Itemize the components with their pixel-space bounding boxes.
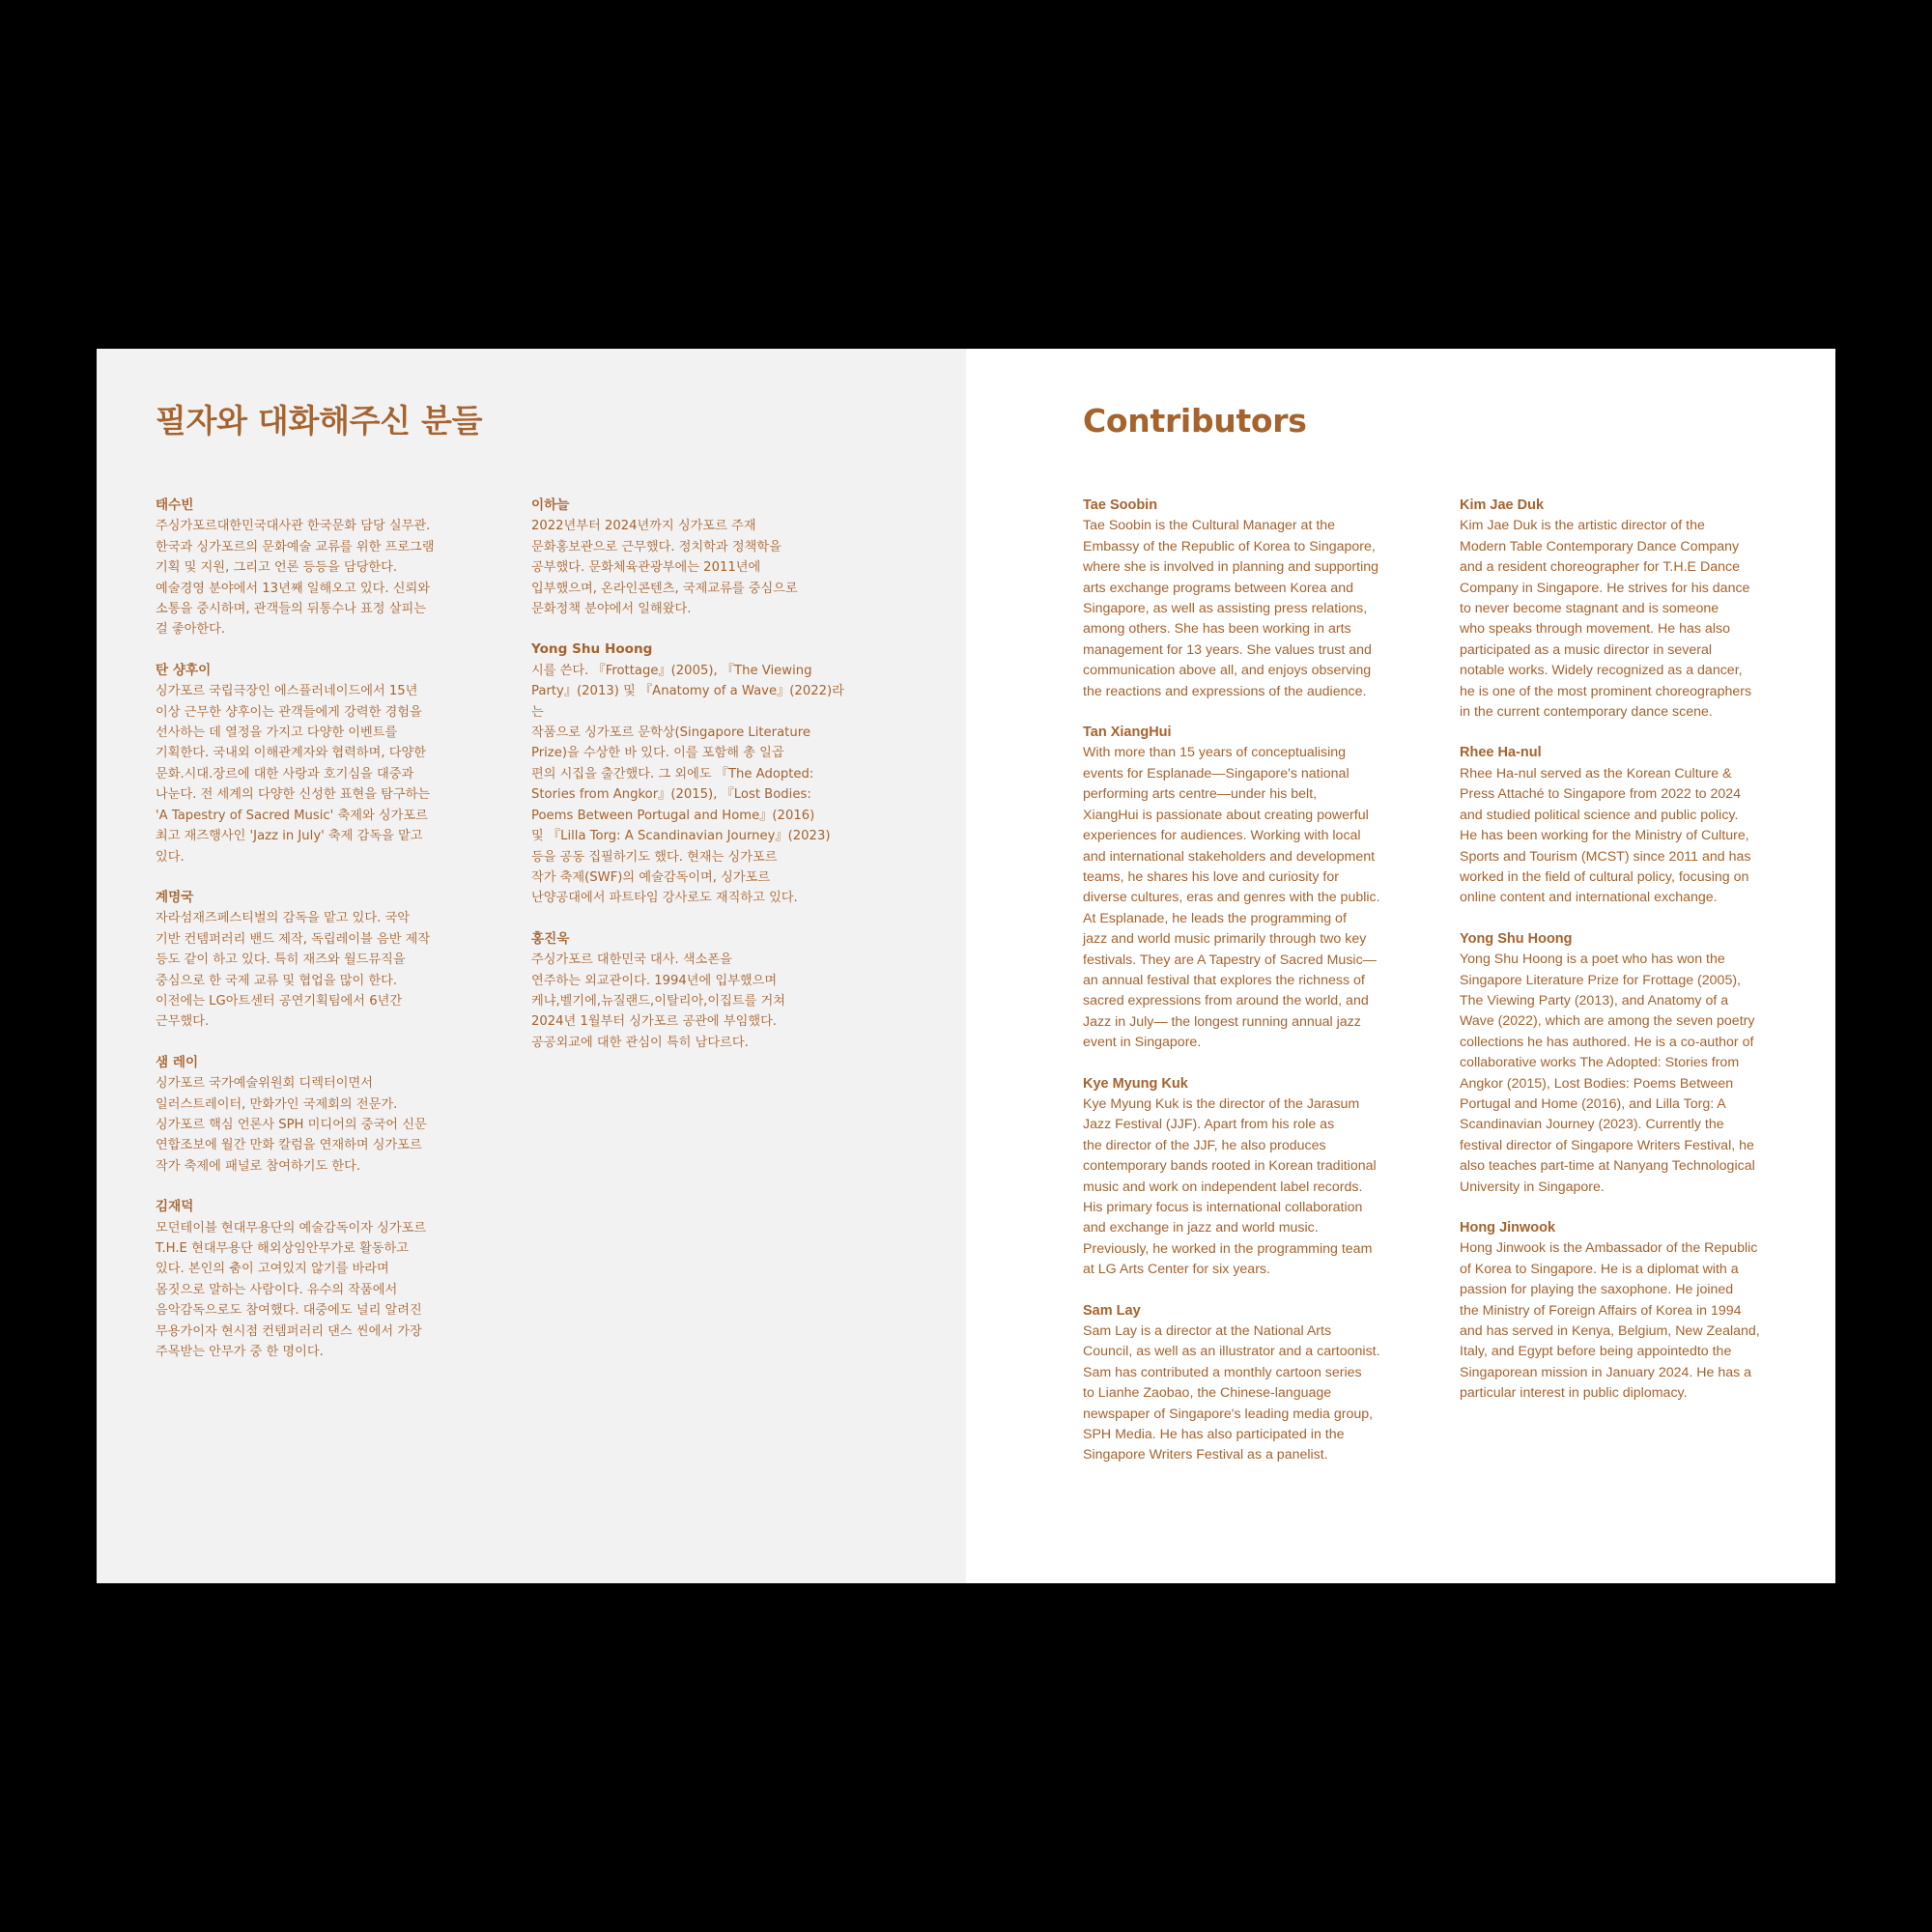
contributor-bio: Sam Lay is a director at the National Arts Council, as well as an illustrator and a cartoonist. Sam has contributed a monthly cartoon series to Lianhe Zaobao, the Chinese-language newspaper of Singapore's leading media group, SPH Media. He has also participated in the Singapore Writers Festival as a panelist. xyxy=(1083,1323,1380,1463)
left-column-2 xyxy=(531,496,850,1073)
contributor-bio: 시를 쓴다. 『Frottage』(2005), 『The Viewing Party』(2013) 및 『Anatomy of a Wave』(2022)라는 작품으로 싱가포르 문학상(Singapore Literature Prize)을 수상한 바 있다. 이를 포함해 총 일곱 편의 시집을 출간했다. 그 외에도 『The Adopted: Stories from Angkor』(2015), 『Lost Bodies: Poems Between Portugal and Home』(2016) 및 『Lilla Torg: A Scandinavian Journey』(2023) 등을 공동 집필하기도 했다. 현재는 싱가포르 작가 축제(SWF)의 예술감독이며, 싱가포르 난양공대에서 파트타임 강사로도 재직하고 있다. xyxy=(531,663,844,906)
contributor-entry xyxy=(531,496,850,619)
page-title-korean: 필자와 대화해주신 분들 xyxy=(156,402,483,440)
right-column-1 xyxy=(1083,496,1406,1487)
contributor-entry xyxy=(156,888,472,1033)
contributor-name: Kye Myung Kuk xyxy=(1083,1075,1188,1092)
contributor-name: Hong Jinwook xyxy=(1460,1220,1556,1236)
contributor-bio: 자라섬재즈페스티벌의 감독을 맡고 있다. 국악 기반 컨템퍼러리 밴드 제작, 독립레이블 음반 제작 등도 같이 하고 있다. 특히 재즈와 월드뮤직을 중심으로 한 국제 교류 및 협업을 많이 한다. 이전에는 LG아트센터 공연기획팀에서 6년간 근무했다. xyxy=(156,911,431,1030)
contributor-bio: Yong Shu Hoong is a poet who has won the Singapore Literature Prize for Frottage (2005), The Viewing Party (2013), and Anatomy of a Wave (2022), which are among the seven poetry collections he has authored. He is a co-author of collaborative works The Adopted: Stories from Angkor (2015), Lost Bodies: Poems Between Portugal and Home (2016), and Lilla Torg: A Scandinavian Journey (2023). Currently the festival director of Singapore Writers Festival, he also teaches part-time at Nanyang Technological University in Singapore. xyxy=(1460,952,1755,1195)
contributor-entry xyxy=(1083,1074,1406,1281)
book-spread xyxy=(97,349,1835,1583)
contributor-bio: 모던테이블 현대무용단의 예술감독이자 싱가포르 T.H.E 현대무용단 해외상임안무가로 활동하고 있다. 본인의 춤이 고여있지 않기를 바라며 몸짓으로 말하는 사람이다. 유수의 작품에서 음악감독으로도 참여했다. 대중에도 널리 알려진 무용가이자 현시점 컨템퍼러리 댄스 씬에서 가장 주목받는 안무가 중 한 명이다. xyxy=(156,1220,427,1360)
contributor-name: Tae Soobin xyxy=(1083,497,1158,513)
contributor-name: 샘 레이 xyxy=(156,1054,199,1070)
contributor-entry xyxy=(1083,723,1406,1054)
contributor-bio: Kim Jae Duk is the artistic director of the Modern Table Contemporary Dance Company and a resident choreographer for T.H.E Dance Company in Singapore. He strives for his dance to never become stagnant and is someone who speaks through movement. He has also participated as a music director in several notable works. Widely recognized as a dancer, he is one of the most prominent choreographers in the current contemporary dance scene. xyxy=(1460,518,1752,721)
contributor-bio: 싱가포르 국립극장인 에스플러네이드에서 15년 이상 근무한 샹후이는 관객들에게 강력한 경험을 선사하는 데 열정을 가지고 다양한 이벤트를 기획한다. 국내외 이해관계자와 협력하며, 다양한 문화.시대.장르에 대한 사랑과 호기심을 대중과 나눈다. 전 세계의 다양한 신성한 표현을 탐구하는 'A Tapestry of Sacred Music' 축제와 싱가포르 최고 재즈행사인 'Jazz in July' 축제 감독을 맡고 있다. xyxy=(156,684,431,865)
contributor-entry xyxy=(156,1053,472,1177)
contributor-entry xyxy=(1460,743,1788,908)
contributor-name: 김재덕 xyxy=(156,1199,194,1215)
contributor-bio: Rhee Ha-nul served as the Korean Culture & Press Attaché to Singapore from 2022 to 2024 and studied political science and public policy. He has been working for the Ministry of Culture, Sports and Tourism (MCST) since 2011 and has worked in the field of cultural policy, focusing on online content and international exchange. xyxy=(1460,765,1751,906)
contributor-entry xyxy=(156,1197,472,1362)
contributor-bio: Tae Soobin is the Cultural Manager at the Embassy of the Republic of Korea to Singapore, where she is involved in planning and supporting arts exchange programs between Korea and Singapore, as well as assisting press relations, among others. She has been working in arts management for 13 years. She values trust and communication above all, and enjoys observing the reactions and expressions of the audience. xyxy=(1083,518,1379,699)
contributor-name: Kim Jae Duk xyxy=(1460,497,1545,513)
contributor-name: Yong Shu Hoong xyxy=(531,641,653,658)
contributor-entry xyxy=(1460,496,1788,723)
contributor-entry xyxy=(156,496,472,640)
contributor-name: 태수빈 xyxy=(156,497,194,513)
contributor-entry xyxy=(1460,1218,1788,1405)
contributor-entry xyxy=(531,639,850,908)
contributor-bio: Hong Jinwook is the Ambassador of the Republic of Korea to Singapore. He is a diplomat with a passion for playing the saxophone. He joined the Ministry of Foreign Affairs of Korea in 1994 and has served in Kenya, Belgium, New Zealand, Italy, and Egypt before being appointedto the Singaporean mission in January 2024. He has a particular interest in public diplomacy. xyxy=(1460,1240,1760,1402)
page-title-english: Contributors xyxy=(1083,402,1307,440)
contributor-name: Rhee Ha-nul xyxy=(1460,745,1542,761)
contributor-entry xyxy=(1460,929,1788,1198)
contributor-bio: 주싱가포르대한민국대사관 한국문화 담당 실무관. 한국과 싱가포르의 문화예술 교류를 위한 프로그램 기획 및 지원, 그리고 언론 등등을 담당한다. 예술경영 분야에서 13년째 일해오고 있다. 신뢰와 소통을 중시하며, 관객들의 뒤통수나 표정 살피는 걸 좋아한다. xyxy=(156,519,435,638)
contributor-bio: With more than 15 years of conceptualising events for Esplanade—Singapore's national performing arts centre—under his belt, XiangHui is passionate about creating powerful experiences for audiences. Working with local and international stakeholders and development teams, he shares his love and curiosity for diverse cultures, eras and genres with the public. At Esplanade, he leads the programming of jazz and world music primarily through two key festivals. They are A Tapestry of Sacred Music— an annual festival that explores the richness of sacred expressions from around the world, and Jazz in July— the longest running annual jazz event in Singapore. xyxy=(1083,745,1380,1051)
contributor-name: Sam Lay xyxy=(1083,1302,1141,1319)
contributor-bio: Kye Myung Kuk is the director of the Jarasum Jazz Festival (JJF). Apart from his role as the director of the JJF, he also produces contemporary bands rooted in Korean traditional music and work on independent label records. His primary focus is international collaboration and exchange in jazz and world music. Previously, he worked in the programming team at LG Arts Center for six years. xyxy=(1083,1095,1377,1278)
contributor-bio: 2022년부터 2024년까지 싱가포르 주재 문화홍보관으로 근무했다. 정치학과 정책학을 공부했다. 문화체육관광부에는 2011년에 입부했으며, 온라인콘텐츠, 국제교류를 중심으로 문화정책 분야에서 일해왔다. xyxy=(531,519,798,617)
contributor-name: Yong Shu Hoong xyxy=(1460,930,1573,947)
contributor-entry xyxy=(156,661,472,867)
contributor-entry xyxy=(531,929,850,1053)
right-page xyxy=(966,349,1835,1583)
contributor-entry xyxy=(1083,496,1406,702)
contributor-name: 홍진욱 xyxy=(531,930,570,947)
contributor-name: 이하늘 xyxy=(531,497,570,513)
contributor-name: Tan XiangHui xyxy=(1083,724,1172,741)
contributor-entry xyxy=(1083,1301,1406,1466)
contributor-bio: 싱가포르 국가예술위원회 디렉터이면서 일러스트레이터, 만화가인 국제회의 전문가. 싱가포르 핵심 언론사 SPH 미디어의 중국어 신문 연합조보에 월간 만화 칼럼을 연재하며 싱가포르 작가 축제에 패널로 참여하기도 한다. xyxy=(156,1076,427,1174)
left-page xyxy=(97,349,966,1583)
contributor-bio: 주싱가포르 대한민국 대사. 색소폰을 연주하는 외교관이다. 1994년에 입부했으며 케냐,벨기에,뉴질랜드,이탈리아,이집트를 거쳐 2024년 1월부터 싱가포르 공관에 부임했다. 공공외교에 대한 관심이 특히 남다르다. xyxy=(531,952,786,1050)
contributor-name: 계명국 xyxy=(156,889,194,905)
right-column-2 xyxy=(1460,496,1788,1425)
contributor-name: 탄 샹후이 xyxy=(156,662,212,678)
left-column-1 xyxy=(156,496,472,1382)
